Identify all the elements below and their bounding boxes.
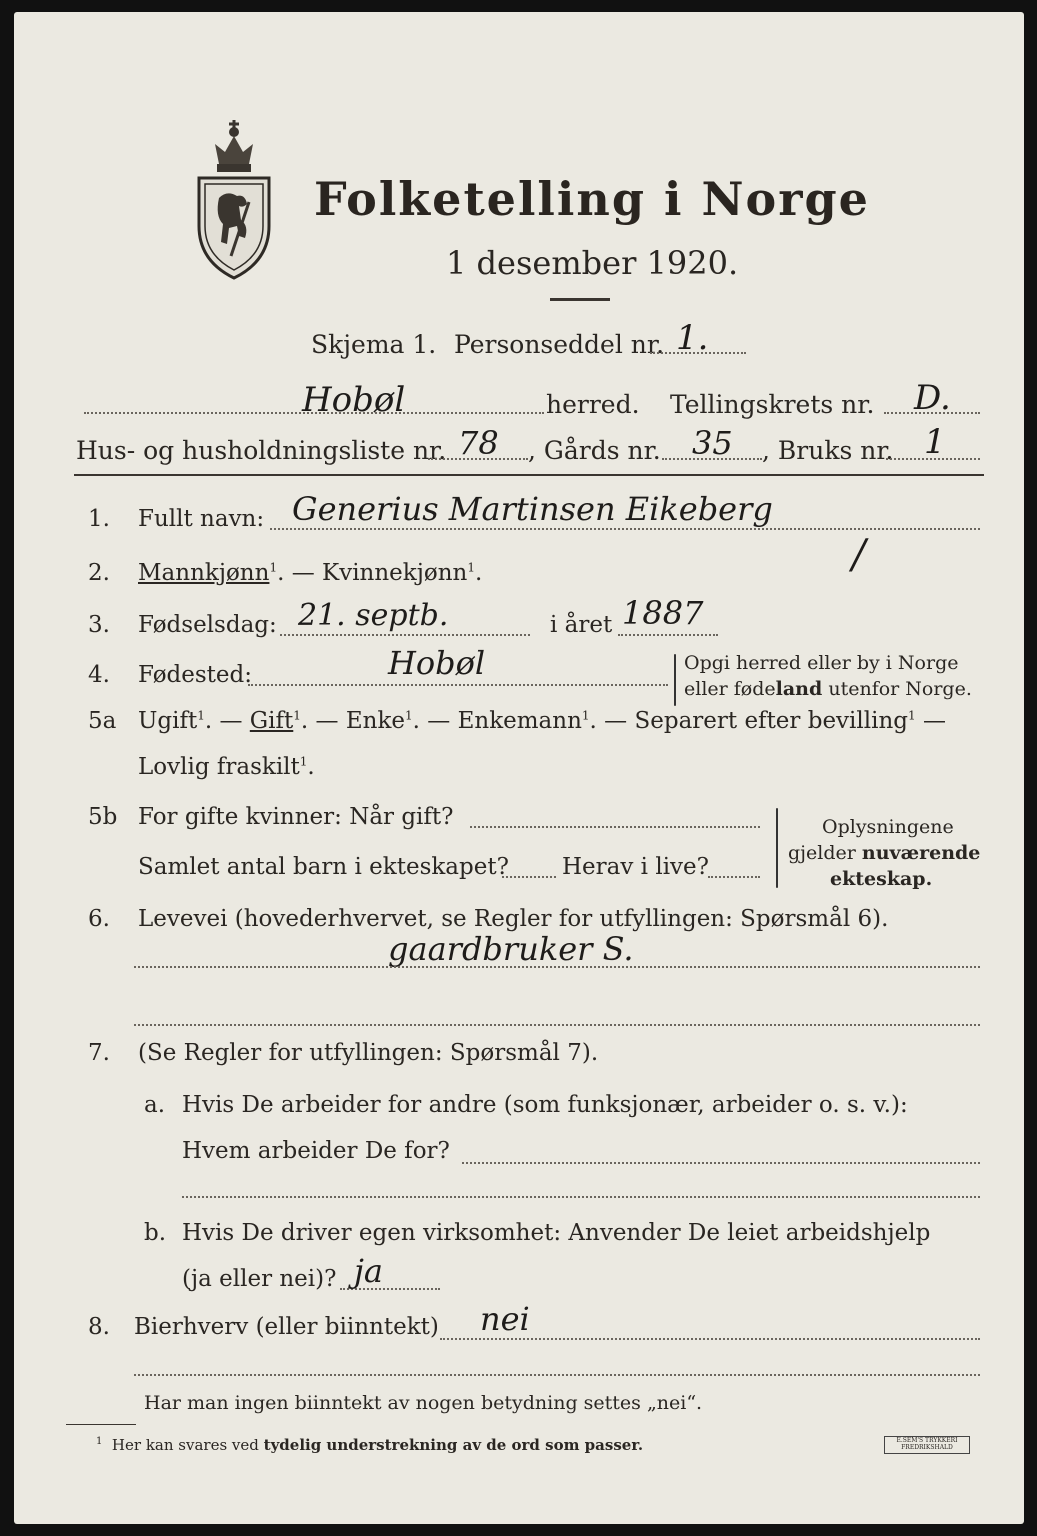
census-date: 1 desember 1920.: [446, 244, 739, 282]
q6-number: 6.: [88, 906, 110, 932]
q7-label: (Se Regler for utfyllingen: Spørsmål 7).: [138, 1040, 599, 1066]
option-gift: Gift: [249, 708, 294, 734]
bruks-label: , Bruks nr.: [762, 436, 894, 465]
birthplace-value: Hobøl: [388, 644, 486, 682]
q6-label: Levevei (hovederhvervet, se Regler for utfyllingen: Spørsmål 6).: [138, 906, 889, 932]
q7a-question: Hvem arbeider De for?: [182, 1138, 450, 1164]
header-rule: [74, 474, 984, 476]
birthdate-value: 21. septb.: [298, 598, 449, 633]
tellingskrets-label: Tellingskrets nr.: [670, 390, 875, 419]
q8-number: 8.: [88, 1314, 110, 1340]
year-label: i året: [550, 612, 613, 638]
husholdning-label: Hus- og husholdningsliste nr.: [76, 436, 447, 465]
q1-label: Fullt navn:: [138, 506, 265, 532]
footer-note: Har man ingen biinntekt av nogen betydning settes „nei“.: [144, 1392, 703, 1414]
husholdning-value: 78: [458, 424, 499, 462]
q5b-label-children: Samlet antal barn i ekteskapet?: [138, 854, 509, 880]
name-check-mark: /: [852, 532, 866, 578]
q5b-label-alive: Herav i live?: [562, 854, 709, 880]
q4-number: 4.: [88, 662, 110, 688]
title-divider: [550, 298, 610, 301]
birth-year-value: 1887: [622, 594, 704, 632]
q1-number: 1.: [88, 506, 110, 532]
q8-label: Bierhverv (eller biinntekt): [134, 1314, 439, 1340]
census-form: [14, 12, 1024, 1524]
hired-help-value: ja: [354, 1252, 383, 1290]
secondary-income-value: nei: [480, 1300, 530, 1338]
option-kvinnekjonn: Kvinnekjønn: [322, 560, 468, 586]
q5a-number: 5a: [88, 708, 117, 734]
q7-number: 7.: [88, 1040, 110, 1066]
tellingskrets-value: D.: [914, 378, 951, 418]
herred-label: herred.: [546, 390, 640, 419]
q5a-options: Ugift$^1$. — Gift$^1$. — Enke$^1$. — Enkemann$^1$. — Separert efter bevilling$^1$ —: [138, 708, 946, 734]
q5b-label-married: For gifte kvinner: Når gift?: [138, 804, 454, 830]
option-mannkjonn: Mannkjønn: [138, 560, 270, 586]
q5b-note-3: ekteskap.: [830, 868, 933, 890]
gards-label: , Gårds nr.: [528, 436, 661, 465]
q7b-text: Hvis De driver egen virksomhet: Anvender De leiet arbeidshjelp: [182, 1220, 931, 1246]
q5b-note-1: Oplysningene: [822, 816, 954, 838]
skjema-label: Skjema 1.: [311, 330, 437, 359]
full-name-value: Generius Martinsen Eikeberg: [292, 490, 773, 528]
footnote: $^1$ Her kan svares ved tydelig understrekning av de ord som passer.: [96, 1436, 644, 1454]
form-title: Folketelling i Norge: [314, 172, 870, 226]
q2-number: 2.: [88, 560, 110, 586]
q5b-number: 5b: [88, 804, 118, 830]
q3-number: 3.: [88, 612, 110, 638]
q5a-fraskilt: Lovlig fraskilt$^1$.: [138, 754, 315, 780]
herred-value: Hobøl: [302, 380, 406, 420]
q7a-text: Hvis De arbeider for andre (som funksjonær, arbeider o. s. v.):: [182, 1092, 908, 1118]
q3-label: Fødselsdag:: [138, 612, 277, 638]
personseddel-value: 1.: [676, 318, 709, 358]
q4-label: Fødested:: [138, 662, 253, 688]
q7b-letter: b.: [144, 1220, 167, 1246]
q7a-letter: a.: [144, 1092, 166, 1118]
personseddel-label: Personseddel nr.: [454, 330, 665, 359]
printer-stamp: E.SEM'S TRYKKERI FREDRIKSHALD: [884, 1436, 970, 1454]
q7b-question: (ja eller nei)?: [182, 1266, 337, 1292]
q2-options: Mannkjønn$^1$. — Kvinnekjønn$^1$.: [138, 560, 483, 586]
birthplace-note-2: eller fødeland utenfor Norge.: [684, 678, 972, 700]
bruks-value: 1: [924, 422, 946, 462]
coat-of-arms-emblem: [189, 116, 279, 284]
birthplace-note-1: Opgi herred eller by i Norge: [684, 652, 959, 674]
gards-value: 35: [692, 424, 733, 462]
q5b-note-2: gjelder nuværende: [788, 842, 981, 864]
occupation-value: gaardbruker S.: [388, 930, 634, 968]
